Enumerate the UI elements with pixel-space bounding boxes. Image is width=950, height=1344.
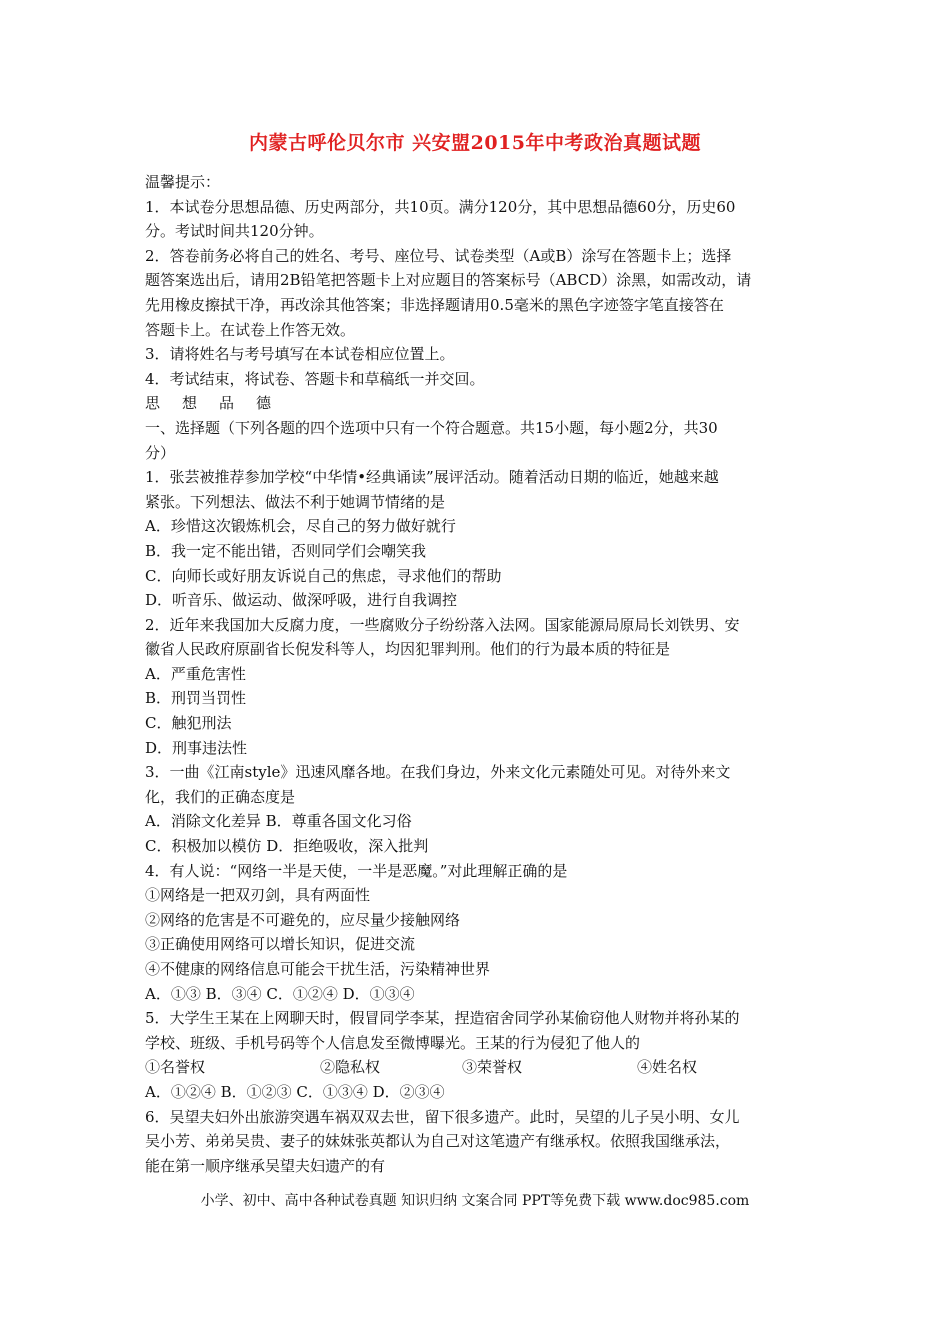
option-line: A．①③ B．③④ C．①②④ D．①③④ [145,984,415,1003]
right-option: ①名誉权 [145,1058,206,1077]
text-line: 温馨提示： [145,173,221,191]
text-line: 答题卡上。在试卷上作答无效。 [145,320,356,339]
statement-line: ④不健康的网络信息可能会干扰生活，污染精神世界 [145,960,491,978]
text-line: 一、选择题（下列各题的四个选项中只有一个符合题意。共15小题，每小题2分，共30 [145,418,718,437]
option-line: B．我一定不能出错，否则同学们会嘲笑我 [145,541,427,560]
statement-line: ③正确使用网络可以增长知识，促进交流 [145,935,416,954]
question-line: 学校、班级、手机号码等个人信息发至微博曝光。王某的行为侵犯了他人的 [145,1033,641,1052]
page-footer: 小学、初中、高中各种试卷真题 知识归纳 文案合同 PPT等免费下载 www.doc985.com [200,1193,750,1209]
question-line: 吴小芳、弟弟吴贵、妻子的妹妹张英都认为自己对这笔遗产有继承权。依照我国继承法， [145,1132,731,1151]
option-line: C．积极加以模仿 D．拒绝吸收，深入批判 [145,837,429,856]
statement-line: ①网络是一把双刃剑，具有两面性 [145,886,371,905]
section-heading: 思想品德 [145,394,294,413]
option-line: C．触犯刑法 [145,714,232,733]
question-line: 能在第一顺序继承吴望夫妇遗产的有 [145,1156,386,1175]
option-line: A．消除文化差异 B．尊重各国文化习俗 [145,812,412,831]
text-line: 4．考试结束，将试卷、答题卡和草稿纸一并交回。 [145,369,485,388]
question-line: 化，我们的正确态度是 [145,787,296,806]
question-line: 4．有人说：“网络一半是天使，一半是恶魔。”对此理解正确的是 [145,861,568,880]
text-line: 分。考试时间共120分钟。 [145,222,324,241]
option-line: A．珍惜这次锻炼机会，尽自己的努力做好就行 [145,517,456,536]
document-body [145,170,810,1178]
option-line: A．①②④ B．①②③ C．①③④ D．②③④ [145,1082,445,1101]
page-title: 内蒙古呼伦贝尔市 兴安盟2015年中考政治真题试题 [249,132,701,154]
text-line: 3．请将姓名与考号填写在本试卷相应位置上。 [145,345,455,364]
question-line: 2．近年来我国加大反腐力度，一些腐败分子纷纷落入法网。国家能源局原局长刘铁男、安 [145,615,740,634]
option-line: D．听音乐、做运动、做深呼吸，进行自我调控 [145,591,458,610]
option-line: A．严重危害性 [145,664,246,683]
question-line: 1．张芸被推荐参加学校“中华情•经典诵读”展评活动。随着活动日期的临近，她越来越 [145,468,719,487]
right-option: ③荣誉权 [462,1058,523,1077]
text-line: 题答案选出后，请用2B铅笔把答题卡上对应题目的答案标号（ABCD）涂黑，如需改动，请 [145,271,752,290]
right-option: ②隐私权 [320,1058,381,1077]
question-line: 紧张。下列想法、做法不利于她调节情绪的是 [145,492,446,511]
option-line: B．刑罚当罚性 [145,689,247,708]
text-line: 2．答卷前务必将自己的姓名、考号、座位号、试卷类型（A或B）涂写在答题卡上；选择 [145,246,732,265]
text-line: 分） [145,443,176,462]
question-line: 5．大学生王某在上网聊天时，假冒同学李某，捏造宿舍同学孙某偷窃他人财物并将孙某的 [145,1009,740,1028]
text-line: 1．本试卷分思想品德、历史两部分，共10页。满分120分，其中思想品德60分，历史60 [145,197,736,216]
question-line: 徽省人民政府原副省长倪发科等人，均因犯罪判刑。他们的行为最本质的特征是 [145,640,671,659]
right-option: ④姓名权 [637,1058,698,1077]
question-line: 3．一曲《江南style》迅速风靡各地。在我们身边，外来文化元素随处可见。对待外来文 [145,763,731,782]
option-line: D．刑事违法性 [145,738,248,757]
rights-options-line [145,1055,810,1080]
question-line: 6．吴望夫妇外出旅游突遇车祸双双去世，留下很多遗产。此时，吴望的儿子吴小明、女儿 [145,1107,740,1126]
statement-line: ②网络的危害是不可避免的，应尽量少接触网络 [145,910,461,929]
option-line: C．向师长或好朋友诉说自己的焦虑，寻求他们的帮助 [145,566,502,585]
text-line: 先用橡皮擦拭干净，再改涂其他答案；非选择题请用0.5毫米的黑色字迹签字笔直接答在 [145,295,724,314]
